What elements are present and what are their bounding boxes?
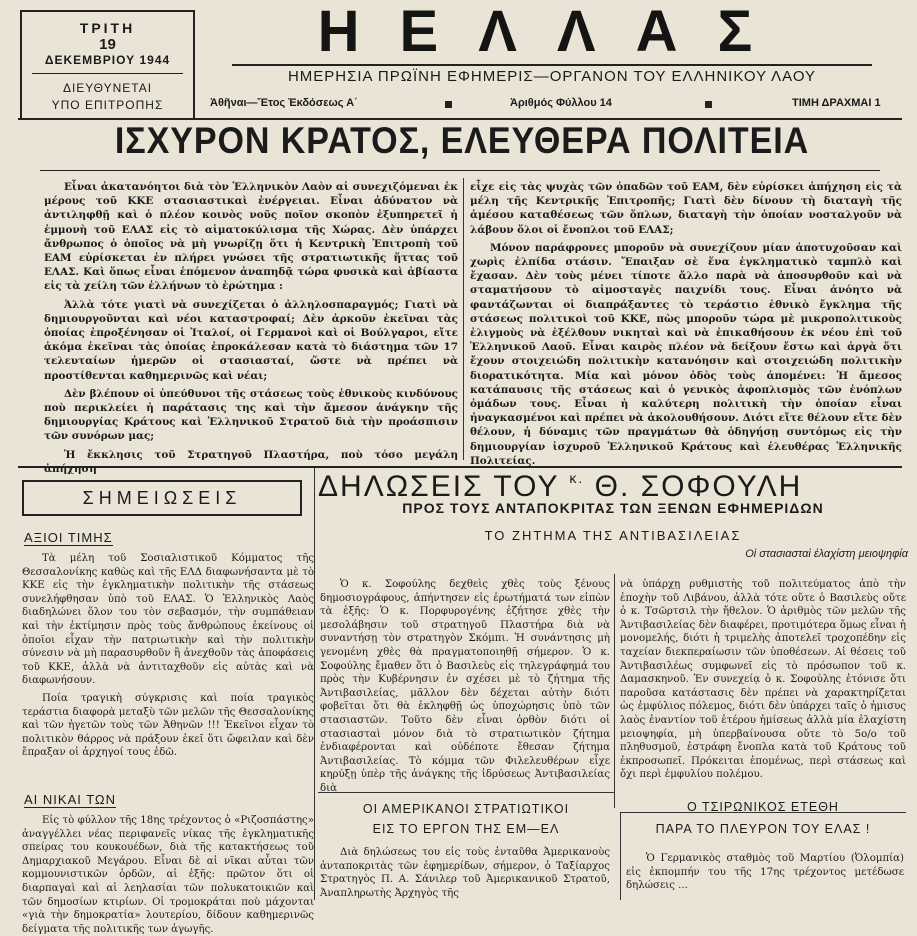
notes-paragraph: Τὰ μέλη τοῦ Σοσιαλιστικοῦ Κόμματος τῆς Θεσσαλονίκης καθὼς καὶ τῆς ΕΛΔ διαφωνήσαντα μὲ τὸ ΚΚΕ εἰς τὴν ἐγκληματικὴν πολιτικὴν τῆς στάσεως συνελήφθησαν ὑπὸ τοῦ ΕΛΑΣ. Ὁ Ἑλληνικὸς Λαὸς διαδηλώνει ὅλον του τὸν σεβασμόν, τὴν συμπάθειαν καὶ τὴν ἐκτίμησιν πρὸς τοὺς ἄνθρώπους ἐκείνους οἱ ὁποῖοι εἶχαν τὴν πατριωτικὴν καὶ τὴν πολιτικὴν σύνεσιν νὰ μὴ παρασυρθοῦν ἢ ἀνεχθοῦν τὰς ἀποφάσεις τοῦ ΚΚΕ, ἀλλὰ νὰ ἀντιταχθοῦν εἰς αὐτὰς καὶ νὰ διαφωνήσουν. [22, 553, 314, 687]
notes-text-2 [22, 814, 314, 935]
lead-paragraph: Εἶναι ἀκατανόητοι διὰ τὸν Ἑλληνικὸν Λαὸν αἱ συνεχιζόμεναι ἐκ μέρους τοῦ ΚΚΕ στασιαστικαὶ ἐνέργειαι. Εἶναι ἀδύνατον νὰ ἀντιληφθῇ καὶ ὁ πλέον κοινὸς νοῦς ποῖον σκοπὸν ἐξυπηρετεῖ ἡ ἐμμονὴ τοῦ ΕΛΑΣ εἰς τὸ αἱματοκύλισμα τῆς Χώρας. Δὲν ὑπάρχει ἄνθρωπος ὁ ὁποῖος νὰ μὴ γνωρίζῃ ὅτι ἡ Κεντρικὴ Ἐπιτροπὴ τοῦ ΕΑΜ εὑρίσκεται ἐν πλήρει γνώσει τῆς στρατιωτικῆς ἥττας τοῦ ΕΛΑΣ. Καὶ ὅπως εἶναι ἑπόμενον ἀναπηδᾷ τώρα φυσικὰ καὶ ἀβίαστα εἰς τὰ χείλη τῶν ἑλλήνων τὸ ἐρώτημα : [44, 181, 458, 293]
newspaper-subtitle: ΗΜΕΡΗΣΙΑ ΠΡΩΪΝΗ ΕΦΗΜΕΡΙΣ—ΟΡΓΑΝΟΝ ΤΟΥ ΕΛΛΗΝΙΚΟΥ ΛΑΟΥ [232, 64, 872, 85]
editor-line-2: ΥΠΟ ΕΠΙΤΡΟΠΗΣ [51, 98, 164, 112]
sofoulis-subhead: ΠΡΟΣ ΤΟΥΣ ΑΝΤΑΠΟΚΡΙΤΑΣ ΤΩΝ ΞΕΝΩΝ ΕΦΗΜΕΡΙΔΩΝ [402, 500, 824, 516]
americans-paragraph: Διὰ δηλώσεως του εἰς τοὺς ἐνταῦθα Ἀμερικανοὺς ἀνταποκριτὰς τῶν ἐφημερίδων, σήμερον, ὁ Ταξίαρχος Στρατηγὸς Π. Α. Σάνιλερ τοῦ Ἀμερικανικοῦ Στρατοῦ, Ἀναπληρωτὴς Ἀρχηγὸς τῆς [320, 847, 610, 899]
date-box [20, 10, 195, 120]
weekday: ΤΡΙΤΗ [79, 20, 136, 36]
headline-rule [40, 170, 880, 171]
sofoulis-headline [318, 470, 908, 504]
column-divider [463, 178, 464, 460]
americans-headline: ΟΙ ΑΜΕΡΙΚΑΝΟΙ ΣΤΡΑΤΙΩΤΙΚΟΙ [362, 802, 570, 816]
sofoulis-right-column [620, 578, 906, 808]
month-year: ΔΕΚΕΜΒΡΙΟΥ 1944 [44, 53, 171, 67]
notes-heading-2: ΑΙ ΝΙΚΑΙ ΤΩΝ [24, 792, 117, 807]
tsironikos-text [626, 852, 904, 900]
sofoulis-headline-mr: κ. [569, 470, 585, 486]
section-rule [18, 466, 902, 468]
tsironikos-subhead: ΠΑΡΑ ΤΟ ΠΛΕΥΡΟΝ ΤΟΥ ΕΛΑΣ ! [655, 822, 871, 836]
date-box-divider [32, 73, 183, 74]
notes-box-title: ΣΗΜΕΙΩΣΕΙΣ [22, 480, 302, 516]
sofoulis-subhead-3: Οἱ στασιασταὶ ἐλαχίστη μειοψηφία [745, 548, 908, 560]
sofoulis-headline-text: ΔΗΛΩΣΕΙΣ ΤΟΥ [318, 470, 560, 503]
issue-number: Ἀριθμός Φύλλου 14 [510, 97, 612, 109]
lead-paragraph: Ἀλλὰ τότε γιατὶ νὰ συνεχίζεται ὁ ἀλληλοσπαραγμός; Γιατὶ νὰ δημιουργοῦνται καὶ νέοι καταστροφαί; Δὲν ἀρκοῦν ἐκεῖναι τὰς ὁποίας ἐπροξένησαν οἱ Ἰταλοί, οἱ Γερμανοὶ καὶ οἱ Βούλγαροι, εἴτε ἀκόμα ἐκεῖναι τὰς ὁποίας ἐπροκάλεσαν κατὰ τὸ διάστημα τῶν 17 τελευταίων ἡμερῶν οἱ στασιασταί, ὥστε νὰ πρέπει νὰ προστίθενται καθημερινῶς καὶ νέαι; [44, 298, 458, 382]
price: ΤΙΜΗ ΔΡΑΧΜΑΙ 1 [792, 97, 881, 109]
sofoulis-left-column [320, 578, 610, 794]
place-year: Ἀθῆναι—Ἔτος Ἐκδόσεως Α΄ [210, 97, 358, 109]
tsironikos-paragraph: Ὁ Γερμανικὸς σταθμὸς τοῦ Μαρτίου (Ὀλομπία) εἰς ἐκπομπήν του τῆς 17ης τρέχοντος μετέδωσε δηλώσεις ... [626, 853, 904, 892]
notes-text-1 [22, 552, 314, 784]
notes-heading-1: ΑΞΙΟΙ ΤΙΜΗΣ [24, 530, 113, 545]
americans-subhead: ΕΙΣ ΤΟ ΕΡΓΟΝ ΤΗΣ ΕΜ—ΕΛ [372, 822, 560, 836]
sofoulis-paragraph: νὰ ὑπάρχῃ ρυθμιστὴς τοῦ πολιτεύματος ἀπὸ τὴν ἐποχὴν τοῦ Λιβάνου, ἀλλὰ τότε οὔτε ὁ Βασιλεὺς οὔτε ὁ κ. Τσῶρτσιλ τὴν ἤθελον. Ὁ ἀριθμὸς τῶν μελῶν τῆς Ἀντιβασιλείας δὲν διαφέρει, προτιμότερα ὅμως εἶναι ἡ μονομελής, διότι ἡ τριμελὴς ἀποτελεῖ τροχοπέδην εἰς ταχείαν διεκπεραίωσιν τῶν ὑποθέσεων. Αἱ θέσεις τοῦ Ἀντιβασιλέως συμφωνεῖ εἰς τὸ πρόσωπον τοῦ κ. Δαμασκηνοῦ. Ἐν συνεχείᾳ ὁ κ. Σοφούλης ἐτόνισε ὅτι παροῦσα κατάστασις δὲν πρέπει νὰ χαρακτηρίζεται ὡς ἐμφύλιος πόλεμος, διότι δὲν ὑπάρχει ταῖς ὁ ἡμισυς λαὸς ἐναντίον τοῦ ἑτέρου ἡμίσεως ἀλλὰ μία ἐλαχίστη μειοψηφία, μὴ ὑπερβαίνουσα οὔτε τὸ 5ο/ο τοῦ πληθυσμοῦ, ἐστράφη ἔνοπλα κατὰ τοῦ Κράτους τοῦ ἐκπροσωπεῖ. Πρόκειται ἑπομένως, περὶ στάσεως καὶ ὄχι περὶ ἐμφυλίου πολέμου. [620, 579, 906, 781]
bullet-square-icon [705, 101, 712, 108]
bullet-square-icon [445, 101, 452, 108]
tsironikos-headline: Ο ΤΣΙΡΩΝΙΚΟΣ ΕΤΕΘΗ [687, 800, 839, 814]
lead-paragraph: Δὲν βλέπουν οἱ ὑπεύθυνοι τῆς στάσεως τοὺς ἐθνικοὺς κινδύνους ποὺ περικλείει ἡ παράτασις της καὶ τὴν ἄμεσον ἀνάγκην τῆς δημιουργίας Κράτους καὶ Ἑλληνικοῦ Στρατοῦ διὰ τὴν προάσπισιν τῶν συνόρων μας; [44, 387, 458, 443]
lead-paragraph: Ἡ ἔκκλησις τοῦ Στρατηγοῦ Πλαστήρα, ποὺ τόσο μεγάλη ἀπήχηση [44, 448, 458, 475]
column-divider [614, 574, 615, 808]
sofoulis-headline-name: Θ. ΣΟΦΟΥΛΗ [594, 470, 803, 503]
day-number: 19 [99, 36, 116, 53]
americans-text [320, 846, 610, 900]
editor-line-1: ΔΙΕΥΘΥΝΕΤΑΙ [62, 81, 153, 95]
column-divider [314, 468, 315, 900]
newspaper-title: ΗΕΛΛΑΣ [317, 0, 793, 64]
lead-paragraph: εἶχε εἰς τὰς ψυχὰς τῶν ὁπαδῶν τοῦ ΕΑΜ, δὲν εὑρίσκει ἀπήχηση εἰς τὰ μέλη τῆς Κεντρικῆς Ἐπιτροπῆς; Γιατὶ δὲν δίνουν τὴ διαταγὴ τῆς ἀμέσου καταθέσεως τῶν ὅπλων, διαταγὴ τὴν ὁποίαν νοσταλγοῦν νὰ λάβουν ὅλοι οἱ ἔνοπλοι τοῦ ΕΛΑΣ; [470, 181, 902, 236]
lead-headline: ΙΣΧΥΡΟΝ ΚΡΑΤΟΣ, ΕΛΕΥΘΕΡΑ ΠΟΛΙΤΕΙΑ [114, 120, 810, 161]
lead-left-column [44, 180, 458, 475]
sofoulis-paragraph: Ὁ κ. Σοφούλης δεχθεὶς χθὲς τοὺς ξένους δημοσιογράφους, ἀπήντησεν εἰς ἐρωτήματά των εἰπὼν τὰ ἑξῆς: Ὁ κ. Πορφυρογένης ἐζήτησε χθὲς τὴν μεσολάβησιν τοῦ στρατηγοῦ Πλαστήρα διὰ νὰ συναντήσῃ τὸν στρατηγὸν Σκόμπι. Ἡ συνάντησις μὴ γενομένη χθὲς θὰ πραγματοποιηθῇ σήμερον. Ὁ κ. Σοφούλης ἔμαθεν ὅτι ὁ Βασιλεὺς εἰς τηλεγράφημά του πρὸς τὴν Κυβέρνησιν ἐν σχέσει μὲ τὸ ζήτημα τῆς Ἀντιβασιλείας, μᾶλλον δὲν δέχεται αὐτὴν διότι φοβεῖται ὅτι θὰ ἐκληφθῇ ὡς ὑποχώρησις ὑπὸ τῶν στασιαστῶν. Τοῦτο δὲν εἶναι ὀρθὸν διότι οἱ στασιασταὶ μόνον διὰ τὸ στρατιωτικὸν ζήτημα ἐνδιαφέρονται καὶ οὐδέποτε ἔθεσαν ζήτημα Ἀντιβασιλείας. Τὸ κόμμα τῶν Φιλελευθέρων εἶχε κηρύξῃ ὑπὲρ τῆς ἀνάγκης τῆς ἱδρύσεως Ἀντιβασιλείας διὰ [320, 579, 610, 794]
notes-paragraph: Εἰς τὸ φύλλον τῆς 18ης τρέχοντος ὁ «Ριζοσπάστης» ἀναγγέλλει νέας περιφανεῖς νίκας τῆς ἐγκληματικῆς σπείρας του κουκουέδων, διὰ τῆς κατακτήσεως τοῦ Δημαρχιακοῦ Μεγάρου. Εἶναι δὲ αἱ νῖκαι αὗται τῶν κομμουνιστικῶν ὁρδῶν, αἱ ἐξῆς: πρῶτον ὅτι οἱ διαρπαγαὶ καὶ αἱ λεηλασίαι τῶν πολυκατοικιῶν καὶ τῶν δημοσίων κτιρίων. Οἱ τρομοκράται ποὺ μάχονται «γιὰ τὴν δημοκρατία» λουτερίου, δίδουν καθημερινῶς δείγματα τῆς πολιτικῆς των ἀγωγῆς. [22, 815, 314, 935]
notes-paragraph: Ποία τραγικὴ σύγκρισις καὶ ποία τραγικὸς τεράστια διαφορὰ μεταξὺ τῶν μελῶν τῆς Θεσσαλονίκης καὶ τῶν ἠγετῶν τοὺς τῶν Ἀθηνῶν !!! Ἐκεῖνοι εἶχαν τὸ πολιτικὸν θάρρος νὰ πράξουν ἐκεῖ ὅτι ὤφειλαν καὶ δὲν ἔπραξαν οἱ ἀρχηγοί τους ἐδῶ. [22, 692, 314, 759]
masthead-infobar [210, 95, 900, 115]
lead-right-column [470, 180, 902, 467]
sofoulis-subhead-2: ΤΟ ΖΗΤΗΜΑ ΤΗΣ ΑΝΤΙΒΑΣΙΛΕΙΑΣ [484, 528, 742, 543]
lead-paragraph: Μόνον παράφρονες μποροῦν νὰ συνεχίζουν μίαν ἀποτυχοῦσαν καὶ χωρὶς ἐλπίδα στάσιν. Ἔπαιξαν σὲ ἕνα ἐγκληματικὸ ταμπλὸ καὶ ἔχασαν. Δὲν τοὺς μένει τίποτε ἄλλο παρὰ νὰ ἀποσυρθοῦν καὶ νὰ σταματήσουν τὸ αἱμοσταγὲς παιχνίδι τους. Εἶναι ἀνόητο νὰ φαντάζωνται οἱ διαπράξαντες τὸ τεράστιο ἐθνικὸ ἔγκλημα τῆς στάσεως πολιτικοὶ τοῦ ΚΚΕ, πὼς μποροῦν τώρα μὲ μικροπολιτικοὺς ἐλιγμοὺς νὰ ἐξέλθουν νικηταὶ καὶ νὰ ἐπικαθήσουν ἐκ νέου ἐπὶ τοῦ Ἑλληνικοῦ Λαοῦ. Εἶναι καιρὸς πλέον νὰ δείξουν ἔστω καὶ ἀργὰ ὅτι ἔχουν στοιχειώδη πολιτικὴν κατανόησιν καὶ στοιχειώδη πολιτικὴν διορατικότητα. Μία καὶ μόνον ὁδὸς τοὺς ἀπομένει: Ἡ ἄμεσος κατάπαυσις τῆς στάσεως καὶ ὁ γενικὸς ἀφοπλισμὸς τῶν ἐνόπλων ὁμάδων τους. Εἶναι ἡ καλύτερη πολιτικὴ τὴν ὁποίαν εἶναι ἠναγκασμένοι καὶ πρέπει νὰ ἀκολουθήσουν. Διότι εἴτε θέλουν εἴτε δὲν θέλουν, ἡ δύναμις τῶν πραγμάτων θὰ ὁδηγήσῃ συντόμως εἰς τὴν δημιουργίαν ἰσχυροῦ Ἑλληνικοῦ Κράτους καὶ ἐλευθέρας Ἑλληνικῆς Πολιτείας. [470, 241, 902, 467]
